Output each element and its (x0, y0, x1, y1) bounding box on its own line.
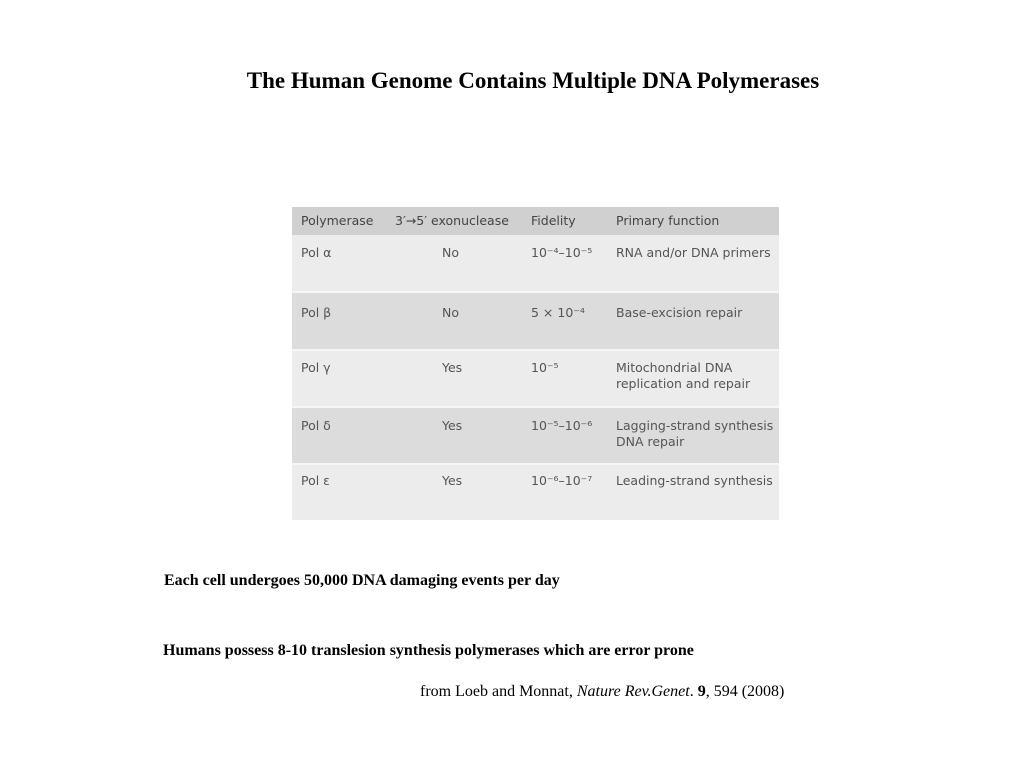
row-function-line: Base-excision repair (616, 305, 743, 320)
table-header-row (292, 207, 779, 235)
header-exonuclease: 3′→5′ exonuclease (395, 213, 509, 228)
citation-separator: . (689, 683, 698, 700)
header-primary-function: Primary function (616, 213, 720, 228)
row-function-line: Leading-strand synthesis (616, 473, 773, 488)
row-fidelity: 10⁻⁶–10⁻⁷ (531, 473, 593, 488)
row-function-line: Mitochondrial DNA (616, 360, 733, 375)
table-row (292, 293, 779, 349)
row-fidelity: 10⁻⁴–10⁻⁵ (531, 245, 593, 260)
header-fidelity: Fidelity (531, 213, 576, 228)
row-exonuclease: No (442, 305, 459, 320)
row-function-line: DNA repair (616, 434, 685, 449)
citation-prefix: from Loeb and Monnat, (420, 683, 577, 700)
row-exonuclease: No (442, 245, 459, 260)
citation (420, 683, 784, 701)
slide-title: The Human Genome Contains Multiple DNA Polymerases (246, 68, 820, 93)
header-polymerase: Polymerase (301, 213, 374, 228)
row-function-line: RNA and/or DNA primers (616, 245, 771, 260)
damage-events-note: Each cell undergoes 50,000 DNA damaging events per day (164, 572, 560, 589)
row-fidelity: 10⁻⁵–10⁻⁶ (531, 418, 593, 433)
citation-pages-year: , 594 (2008) (705, 683, 785, 700)
table-row (292, 351, 779, 406)
row-function-line: Lagging-strand synthesis (616, 418, 774, 433)
polymerase-table (292, 207, 779, 520)
row-exonuclease: Yes (442, 473, 463, 488)
table-row (292, 235, 779, 291)
row-function-line: replication and repair (616, 376, 751, 391)
row-polymerase: Pol γ (301, 360, 331, 375)
row-exonuclease: Yes (442, 418, 463, 433)
translesion-polymerases-note: Humans possess 8-10 translesion synthesis polymerases which are error prone (163, 642, 694, 659)
citation-volume: 9 (697, 683, 706, 700)
row-fidelity: 10⁻⁵ (531, 360, 559, 375)
row-polymerase: Pol β (301, 305, 332, 320)
table-row (292, 465, 779, 520)
row-fidelity: 5 × 10⁻⁴ (531, 305, 585, 320)
row-exonuclease: Yes (442, 360, 463, 375)
citation-journal: Nature Rev.Genet (576, 683, 690, 700)
row-polymerase: Pol δ (301, 418, 331, 433)
table-row (292, 408, 779, 463)
row-polymerase: Pol α (301, 245, 332, 260)
row-polymerase: Pol ε (301, 473, 330, 488)
